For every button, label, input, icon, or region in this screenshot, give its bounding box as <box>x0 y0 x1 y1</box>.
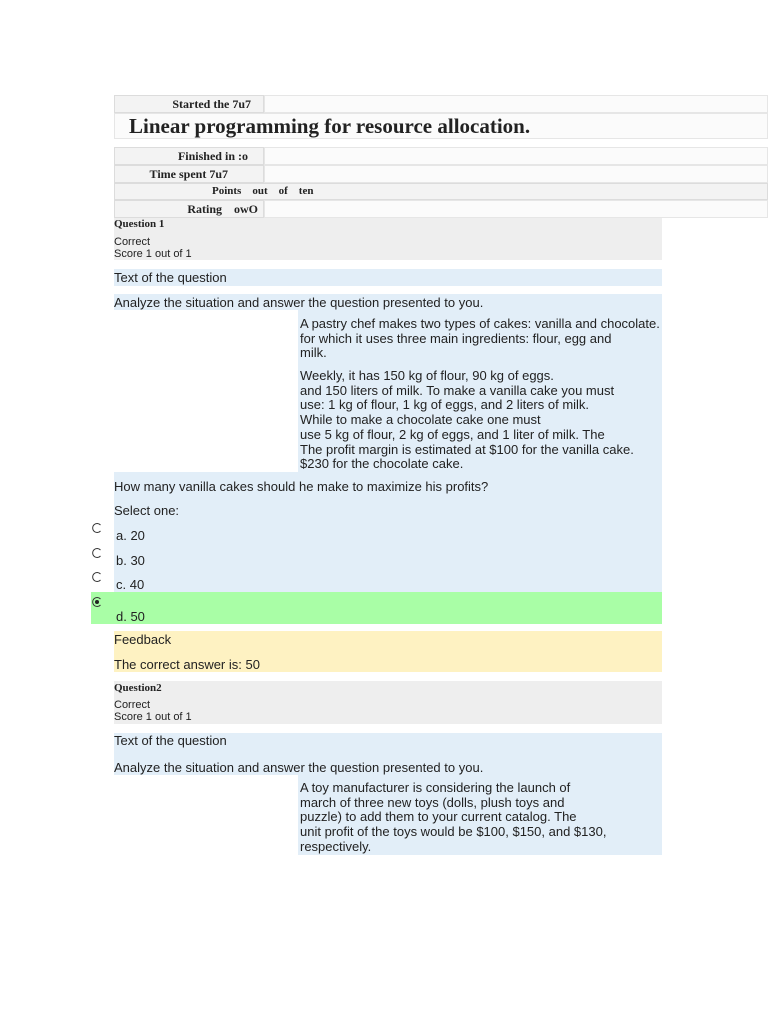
paragraph-line: use 5 kg of flour, 2 kg of eggs, and 1 liter of milk. The <box>300 426 605 442</box>
paragraph-line: respectively. <box>300 838 372 854</box>
paragraph-line: A toy manufacturer is considering the launch of <box>300 780 571 795</box>
started-row-value-cell <box>264 95 768 113</box>
rating-row-value-cell <box>264 200 768 218</box>
started-label: Started the 7u7 <box>172 97 251 111</box>
time-row-label-cell <box>114 165 264 183</box>
time-row-value-cell <box>264 165 768 183</box>
page-title: Linear programming for resource allocation. <box>129 114 531 138</box>
rating-label: Rating owO <box>187 202 258 216</box>
option-c-label[interactable]: c. 40 <box>116 577 145 592</box>
points-label: Points out of ten <box>212 185 314 197</box>
question1-feedback-box <box>114 631 662 672</box>
radio-option-a[interactable] <box>91 521 103 539</box>
question1-paragraph-2 <box>300 369 634 472</box>
select-one-label: Select one: <box>114 503 180 518</box>
question1-prompt: How many vanilla cakes should he make to maximize his profits? <box>114 479 489 494</box>
question1-score: Score 1 out of 1 <box>114 248 192 260</box>
radio-unselected-icon[interactable] <box>91 522 103 534</box>
paragraph-line: While to make a chocolate cake one must <box>300 412 541 428</box>
time-label: Time spent 7u7 <box>149 167 228 181</box>
question1-status: Correct <box>114 236 151 248</box>
started-row-label-cell <box>114 95 264 113</box>
option-a-label[interactable]: a. 20 <box>116 528 145 543</box>
title-row <box>114 113 768 139</box>
paragraph-line: The profit margin is estimated at $100 for the vanilla cake. <box>300 441 634 457</box>
paragraph-line: unit profit of the toys would be $100, $150, and $130, <box>300 824 607 840</box>
question2-instruction: Analyze the situation and answer the question presented to you. <box>114 760 484 775</box>
option-b-label[interactable]: b. 30 <box>116 553 145 568</box>
radio-option-b[interactable] <box>91 546 103 564</box>
finished-row-label-cell <box>114 147 264 165</box>
radio-option-d[interactable] <box>91 595 103 613</box>
question1-text-heading: Text of the question <box>114 270 227 285</box>
paragraph-line: puzzle) to add them to your current catalog. The <box>300 809 577 825</box>
radio-option-c[interactable] <box>91 570 103 588</box>
paragraph-line: for which it uses three main ingredients: flour, egg and <box>300 330 612 346</box>
question2-text-heading: Text of the question <box>114 733 227 748</box>
question2-info <box>114 681 662 724</box>
points-row <box>114 183 768 200</box>
finished-label: Finished in :o <box>177 149 248 163</box>
paragraph-line: march of three new toys (dolls, plush toys and <box>300 794 565 810</box>
paragraph-line: use: 1 kg of flour, 1 kg of eggs, and 2 liters of milk. <box>300 397 590 413</box>
radio-unselected-icon[interactable] <box>91 571 103 583</box>
feedback-heading: Feedback <box>114 632 172 647</box>
finished-row-value-cell <box>264 147 768 165</box>
question2-score: Score 1 out of 1 <box>114 711 192 723</box>
question1-info <box>114 218 662 260</box>
question2-heading: Question2 <box>114 682 162 694</box>
feedback-text: The correct answer is: 50 <box>114 657 260 672</box>
paragraph-line: and 150 liters of milk. To make a vanilla cake you must <box>300 382 615 398</box>
paragraph-line: Weekly, it has 150 kg of flour, 90 kg of eggs. <box>300 368 554 383</box>
option-d-row-correct[interactable] <box>91 592 662 624</box>
option-d-label[interactable]: d. 50 <box>116 609 145 624</box>
rating-row-label-cell <box>114 200 264 218</box>
question2-paragraph-1 <box>300 781 606 855</box>
question1-instruction: Analyze the situation and answer the question presented to you. <box>114 295 484 310</box>
paragraph-line: milk. <box>300 345 327 361</box>
radio-unselected-icon[interactable] <box>91 547 103 559</box>
paragraph-line: $230 for the chocolate cake. <box>300 456 464 472</box>
radio-selected-icon[interactable] <box>91 596 103 608</box>
question2-status: Correct <box>114 699 151 711</box>
question1-paragraph-1 <box>300 317 660 361</box>
question1-heading: Question 1 <box>114 218 165 230</box>
paragraph-line: A pastry chef makes two types of cakes: vanilla and chocolate. <box>300 316 660 331</box>
